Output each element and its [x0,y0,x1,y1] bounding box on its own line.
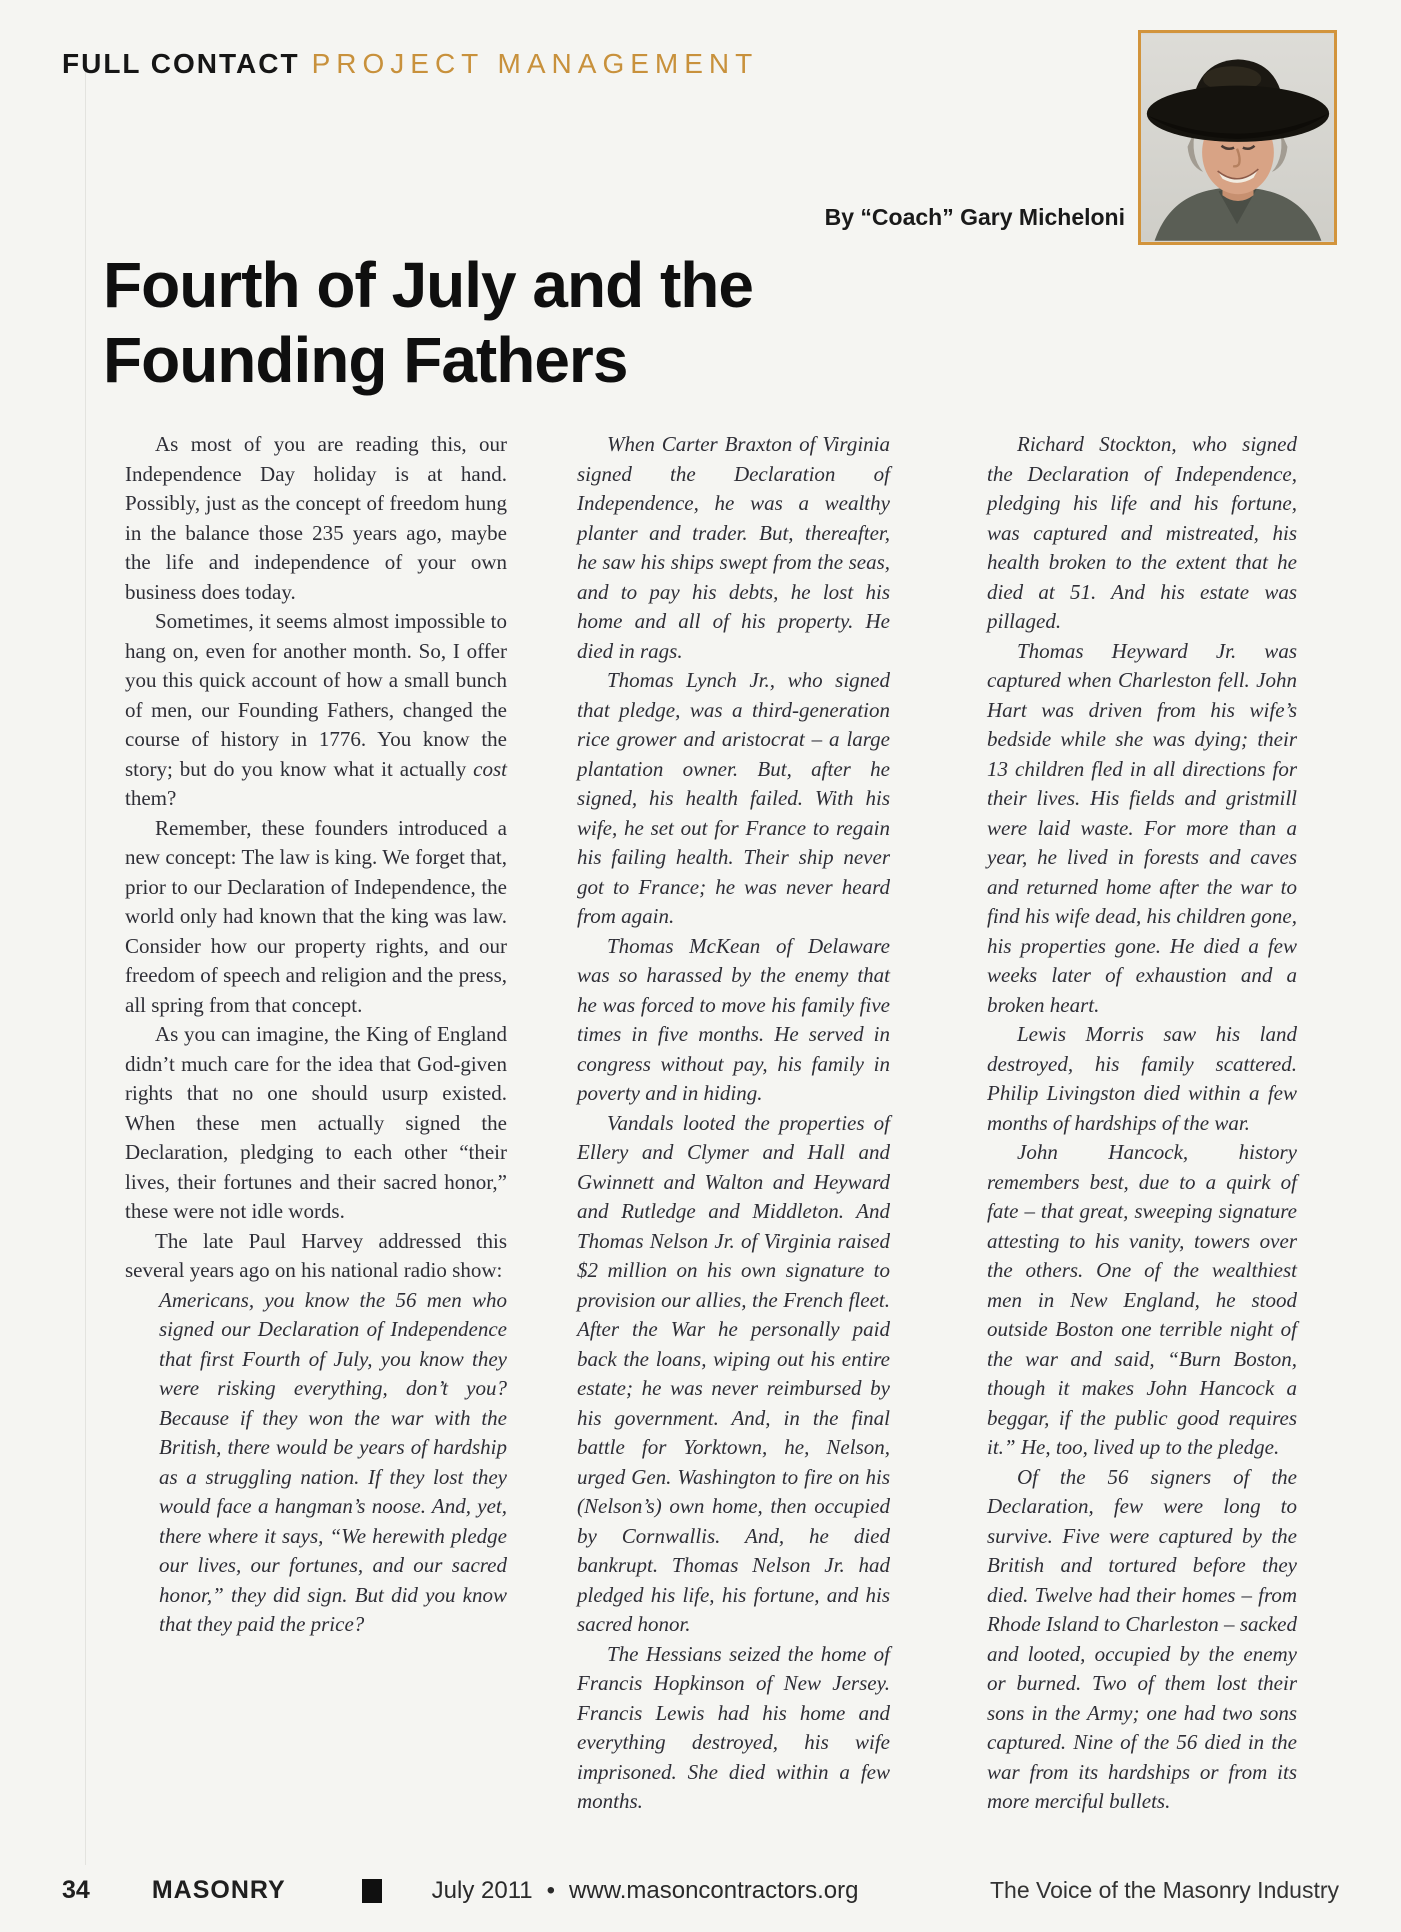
column-1 [125,430,507,1640]
paragraph-text: them? [125,786,177,810]
paragraph: The Hessians seized the home of Francis Hopkinson of New Jersey. Francis Lewis had his home and everything destroyed, his wife imprisoned. She died within a few months. [577,1641,890,1813]
paragraph: Thomas Heyward Jr. was captured when Charleston fell. John Hart was driven from his wife’s bedside while she was dying; their 13 children fled in all directions for their lives. His fields and gristmill were laid waste. For more than a year, he lived in forests and caves and returned home after the war to find his wife dead, his children gone, his properties gone. He died a few weeks later of exhaustion and a broken heart. [987,638,1297,1017]
paragraph: Remember, these founders introduced a new concept: The law is king. We forget that, prior to our Declaration of Independence, the world only had known that the king was law. Consider how our property rights, and our freedom of speech and religion and the press, all spring from that concept. [125,815,507,1017]
paragraph: The late Paul Harvey addressed this several years ago on his national radio show: [125,1228,507,1282]
article-title [103,248,753,398]
paragraph: Lewis Morris saw his land destroyed, his family scattered. Philip Livingston died within a few months of hardships of the war. [987,1022,1297,1135]
paragraph: Vandals looted the properties of Ellery and Clymer and Hall and Gwinnett and Walton and Heyward and Rutledge and Middleton. And Thomas Nelson Jr. of Virginia raised $2 million on his own signature to provision our allies, the French fleet. After the War he personally paid back the loans, wiping out his entire estate; he was never reimbursed by his government. And, in the final battle for Yorktown, he, Nelson, urged Gen. Washington to fire on his (Nelson’s) own home, then occupied by Cornwallis. And, he died bankrupt. Thomas Nelson Jr. had pledged his life, his fortune, and his sacred honor. [577,1110,890,1636]
emphasized-word: cost [473,756,507,781]
kicker-series-title: FULL CONTACT [62,48,300,79]
radio-show-quote: Americans, you know the 56 men who signed our Declaration of Independence that first Fourth of July, you know they were risking everything, don’t you? Because if they won the war with the British, there would be years of hardship as a struggling nation. If they lost they would face a hangman’s noose. And, yet, there where it says, “We herewith pledge our lives, our fortunes, and our sacred honor,” they did sign. But did you know that they paid the price? [159,1287,507,1636]
page-footer [62,1876,1339,1905]
man-in-hat-portrait-illustration [1141,33,1334,242]
section-kicker [62,48,758,80]
column-2 [577,430,890,1817]
paragraph: Thomas McKean of Delaware was so harassed by the enemy that he was forced to move his family five times in five months. He served in congress without pay, his family in poverty and in hiding. [577,933,890,1105]
scan-artifact-line [85,55,86,1865]
article-title-line1: Fourth of July and the [103,249,753,321]
article-body [125,430,1305,1817]
magazine-name: MASONRY [151,1876,286,1904]
kicker-section-title: PROJECT MANAGEMENT [311,48,759,79]
paragraph [125,607,507,814]
paragraph: Thomas Lynch Jr., who signed that pledge, was a third-generation rice grower and aristocrat – a large plantation owner. But, after he signed, his health failed. With his wife, he set out for France to regain his failing health. Their ship never got to France; he was never heard from again. [577,668,890,928]
website-url: www.masoncontractors.org [569,1876,859,1904]
page-number: 34 [62,1876,90,1904]
paragraph: Richard Stockton, who signed the Declaration of Independence, pledging his life and his fortune, was captured and mistreated, his health broken to the extent that he died at 51. And his estate was pillaged. [987,432,1297,633]
article-title-line2: Founding Fathers [103,324,628,396]
byline: By “Coach” Gary Micheloni [824,204,1125,230]
magazine-slogan: The Voice of the Masonry Industry [989,1877,1339,1903]
issue-date: July 2011 [431,1876,533,1904]
author-photo [1138,30,1337,245]
paragraph: As you can imagine, the King of England didn’t much care for the idea that God-given rights that no one should usurp existed. When these men actually signed the Declaration, pledging to each other “their lives, their fortunes and their sacred honor,” these were not idle words. [125,1022,507,1223]
paragraph: When Carter Braxton of Virginia signed the Declaration of Independence, he was a wealthy planter and trader. But, thereafter, he saw his ships swept from the seas, and to pay his debts, he lost his home and all of his property. He died in rags. [577,432,890,663]
paragraph: Of the 56 signers of the Declaration, few were long to survive. Five were captured by the British and tortured before they died. Twelve had their homes – from Rhode Island to Charleston – sacked and looted, occupied by the enemy or burned. Two of them lost their sons in the Army; one had two sons captured. Nine of the 56 died in the war from its hardships or from its more merciful bullets. [987,1464,1297,1813]
square-bullet-icon [362,1879,382,1903]
dot-separator: • [546,1876,556,1904]
paragraph: John Hancock, history remembers best, due to a quirk of fate – that great, sweeping signature attesting to his vanity, towers over the others. One of the wealthiest men in New England, he stood outside Boston one terrible night of the war and said, “Burn Boston, though it makes John Hancock a beggar, if the public good requires it.” He, too, lived up to the pledge. [987,1140,1297,1459]
paragraph-text: Sometimes, it seems almost impossible to hang on, even for another month. So, I offer you this quick account of how a small bunch of men, our Founding Fathers, changed the course of history in 1776. You know the story; but do you know what it actually [125,609,507,781]
column-3 [987,430,1297,1817]
paragraph: As most of you are reading this, our Independence Day holiday is at hand. Possibly, just as the concept of freedom hung in the balance those 235 years ago, maybe the life and independence of your own business does today. [125,432,507,604]
